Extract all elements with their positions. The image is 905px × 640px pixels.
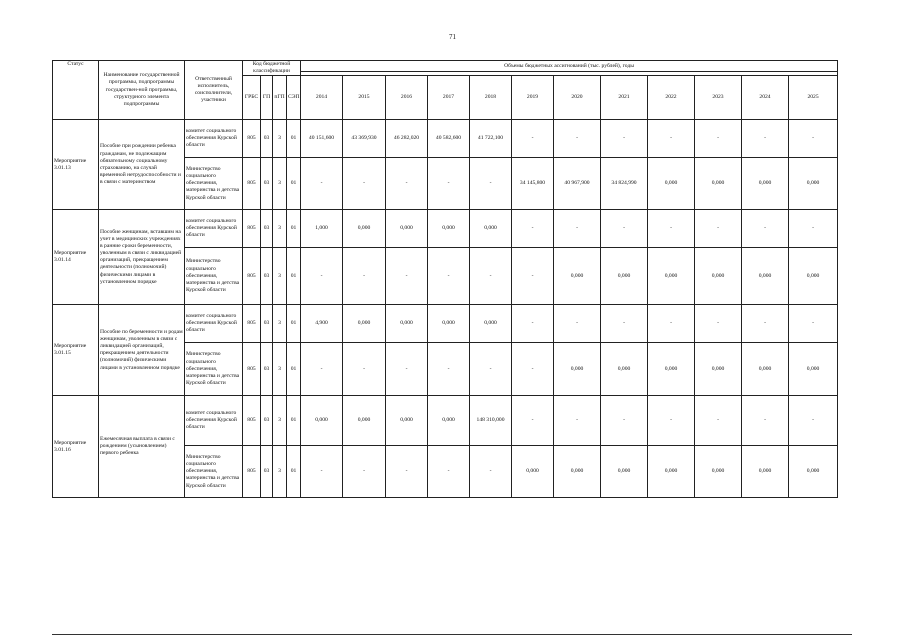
code-cell: 03 [261, 396, 273, 446]
value-cell: 40 967,900 [554, 158, 601, 210]
value-cell: - [601, 210, 648, 248]
value-cell: 0,000 [343, 396, 386, 446]
value-cell: - [648, 396, 695, 446]
page-number: 71 [449, 33, 456, 41]
header-code-2: пГП [273, 76, 287, 120]
executor-cell: комитет социального обеспечения Курской области [185, 305, 243, 343]
value-cell: - [695, 396, 742, 446]
value-cell: - [648, 210, 695, 248]
value-cell: 0,000 [695, 446, 742, 498]
value-cell: 0,000 [428, 210, 470, 248]
code-cell: 3 [273, 158, 287, 210]
measure-status: Мероприятие 3.01.15 [53, 305, 99, 396]
code-cell: 03 [261, 305, 273, 343]
header-year-2014: 2014 [301, 76, 343, 120]
value-cell: 0,000 [648, 158, 695, 210]
value-cell: 148 310,000 [470, 396, 512, 446]
header-year-2022: 2022 [648, 76, 695, 120]
value-cell: - [789, 210, 838, 248]
value-cell: 0,000 [386, 396, 428, 446]
code-cell: 03 [261, 248, 273, 305]
value-cell: 0,000 [470, 210, 512, 248]
header-executor: Ответственный исполнитель, соисполнители, участники [185, 61, 243, 120]
budget-table [52, 60, 838, 498]
header-volumes-group: Объемы бюджетных ассигнований (тыс. рублей), годы [301, 61, 838, 72]
value-cell: 0,000 [386, 210, 428, 248]
value-cell: 0,000 [789, 446, 838, 498]
value-cell: - [343, 158, 386, 210]
measure-status: Мероприятие 3.01.13 [53, 120, 99, 210]
value-cell: 0,000 [343, 305, 386, 343]
value-cell: 4,900 [301, 305, 343, 343]
code-cell: 01 [287, 248, 301, 305]
value-cell: 1,000 [301, 210, 343, 248]
header-status: Статус [53, 61, 99, 120]
value-cell: 40 582,600 [428, 120, 470, 158]
value-cell: 0,000 [789, 343, 838, 396]
value-cell: 43 369,930 [343, 120, 386, 158]
code-cell: 01 [287, 343, 301, 396]
code-cell: 01 [287, 446, 301, 498]
value-cell: - [343, 248, 386, 305]
value-cell: 0,000 [428, 305, 470, 343]
value-cell: - [648, 305, 695, 343]
code-cell: 03 [261, 120, 273, 158]
code-cell: 3 [273, 396, 287, 446]
value-cell: - [648, 120, 695, 158]
measure-name: Ежемесячная выплата в связи с рождением (усыновлением) первого ребенка [99, 396, 185, 498]
value-cell: - [742, 120, 789, 158]
table-row [53, 210, 838, 248]
value-cell: - [470, 248, 512, 305]
header-year-2021: 2021 [601, 76, 648, 120]
value-cell: - [428, 158, 470, 210]
value-cell: 0,000 [601, 446, 648, 498]
value-cell: - [428, 446, 470, 498]
executor-cell: комитет социального обеспечения Курской области [185, 210, 243, 248]
value-cell: 0,000 [695, 248, 742, 305]
code-cell: 01 [287, 396, 301, 446]
value-cell: 0,000 [512, 446, 554, 498]
value-cell: - [301, 446, 343, 498]
value-cell: 0,000 [343, 210, 386, 248]
header-year-2015: 2015 [343, 76, 386, 120]
value-cell: 34 145,800 [512, 158, 554, 210]
page-bottom-rule [52, 634, 852, 635]
code-cell: 03 [261, 446, 273, 498]
code-cell: 01 [287, 158, 301, 210]
code-cell: 01 [287, 120, 301, 158]
value-cell: - [789, 396, 838, 446]
value-cell: - [742, 305, 789, 343]
code-cell: 805 [243, 158, 261, 210]
value-cell: - [301, 343, 343, 396]
measure-status: Мероприятие 3.01.16 [53, 396, 99, 498]
header-year-2019: 2019 [512, 76, 554, 120]
header-code-3: СЭП [287, 76, 301, 120]
code-cell: 805 [243, 120, 261, 158]
value-cell: 0,000 [554, 343, 601, 396]
value-cell: 0,000 [470, 305, 512, 343]
value-cell: - [512, 305, 554, 343]
value-cell: - [695, 305, 742, 343]
header-year-2025: 2025 [789, 76, 838, 120]
header-year-2024: 2024 [742, 76, 789, 120]
value-cell: 34 824,990 [601, 158, 648, 210]
value-cell: - [512, 343, 554, 396]
code-cell: 805 [243, 210, 261, 248]
code-cell: 01 [287, 305, 301, 343]
value-cell: 0,000 [742, 158, 789, 210]
table-row [53, 120, 838, 158]
value-cell: 0,000 [648, 248, 695, 305]
header-year-2016: 2016 [386, 76, 428, 120]
value-cell: 0,000 [386, 305, 428, 343]
value-cell: 0,000 [742, 248, 789, 305]
code-cell: 3 [273, 305, 287, 343]
table-row [53, 396, 838, 446]
header-code-0: ГРБС [243, 76, 261, 120]
value-cell: 0,000 [554, 248, 601, 305]
code-cell: 3 [273, 343, 287, 396]
value-cell: - [695, 210, 742, 248]
header-code-1: ГП [261, 76, 273, 120]
header-code-group: Код бюджетной классификации [243, 61, 301, 76]
value-cell: - [789, 305, 838, 343]
measure-status: Мероприятие 3.01.14 [53, 210, 99, 305]
header-year-2017: 2017 [428, 76, 470, 120]
value-cell: - [512, 120, 554, 158]
code-cell: 805 [243, 446, 261, 498]
value-cell: - [386, 248, 428, 305]
value-cell: - [428, 343, 470, 396]
value-cell: - [789, 120, 838, 158]
value-cell: - [695, 120, 742, 158]
value-cell: 0,000 [648, 446, 695, 498]
table-row [53, 305, 838, 343]
value-cell: 0,000 [789, 248, 838, 305]
code-cell: 03 [261, 158, 273, 210]
header-year-2018: 2018 [470, 76, 512, 120]
code-cell: 805 [243, 248, 261, 305]
value-cell: - [301, 158, 343, 210]
executor-cell: комитет социального обеспечения Курской области [185, 396, 243, 446]
value-cell: - [301, 248, 343, 305]
value-cell: 0,000 [554, 446, 601, 498]
value-cell: - [512, 248, 554, 305]
header-year-2023: 2023 [695, 76, 742, 120]
value-cell: 40 151,600 [301, 120, 343, 158]
value-cell: 0,000 [601, 343, 648, 396]
code-cell: 03 [261, 210, 273, 248]
code-cell: 03 [261, 343, 273, 396]
measure-name: Пособие по беременности и родам женщинам, уволенным в связи с ликвидацией организаций, прекращением деятельности (полномочий) физическими лицами в установленном порядке [99, 305, 185, 396]
code-cell: 805 [243, 396, 261, 446]
value-cell: - [742, 396, 789, 446]
value-cell: - [470, 158, 512, 210]
value-cell: 0,000 [789, 158, 838, 210]
value-cell: - [554, 396, 601, 446]
value-cell: - [470, 343, 512, 396]
value-cell: - [343, 343, 386, 396]
value-cell: 0,000 [601, 248, 648, 305]
value-cell: - [386, 158, 428, 210]
value-cell: 0,000 [301, 396, 343, 446]
value-cell: - [601, 396, 648, 446]
value-cell: - [601, 305, 648, 343]
measure-name: Пособие женщинам, вставшим на учет в медицинских учреждениях в ранние сроки беременности, уволенным в связи с ликвидацией организаций, прекращением деятельности (полномочий) физическими лицами в установленном порядке [99, 210, 185, 305]
value-cell: - [601, 120, 648, 158]
value-cell: - [428, 248, 470, 305]
code-cell: 3 [273, 120, 287, 158]
code-cell: 3 [273, 210, 287, 248]
value-cell: 46 282,020 [386, 120, 428, 158]
code-cell: 3 [273, 446, 287, 498]
header-name: Наименование государственной программы, подпрограммы государствен-ной программы, структурного элемента подпрограммы [99, 61, 185, 120]
code-cell: 805 [243, 343, 261, 396]
measure-name: Пособие при рождении ребенка гражданам, не подлежащим обязательному социальному страхованию, на случай временной нетрудоспособности и в связи с материнством [99, 120, 185, 210]
value-cell: - [554, 210, 601, 248]
value-cell: 41 722,100 [470, 120, 512, 158]
code-cell: 805 [243, 305, 261, 343]
value-cell: - [554, 305, 601, 343]
value-cell: - [742, 210, 789, 248]
value-cell: 0,000 [742, 446, 789, 498]
value-cell: - [554, 120, 601, 158]
executor-cell: Министерство социального обеспечения, материнства и детства Курской области [185, 446, 243, 498]
value-cell: 0,000 [742, 343, 789, 396]
executor-cell: комитет социального обеспечения Курской области [185, 120, 243, 158]
executor-cell: Министерство социального обеспечения, материнства и детства Курской области [185, 158, 243, 210]
value-cell: - [470, 446, 512, 498]
value-cell: 0,000 [695, 158, 742, 210]
value-cell: - [343, 446, 386, 498]
value-cell: 0,000 [428, 396, 470, 446]
executor-cell: Министерство социального обеспечения, материнства и детства Курской области [185, 248, 243, 305]
code-cell: 01 [287, 210, 301, 248]
executor-cell: Министерство социального обеспечения, материнства и детства Курской области [185, 343, 243, 396]
value-cell: - [386, 446, 428, 498]
header-year-2020: 2020 [554, 76, 601, 120]
value-cell: 0,000 [695, 343, 742, 396]
value-cell: 0,000 [648, 343, 695, 396]
value-cell: - [512, 396, 554, 446]
value-cell: - [386, 343, 428, 396]
value-cell: - [512, 210, 554, 248]
code-cell: 3 [273, 248, 287, 305]
